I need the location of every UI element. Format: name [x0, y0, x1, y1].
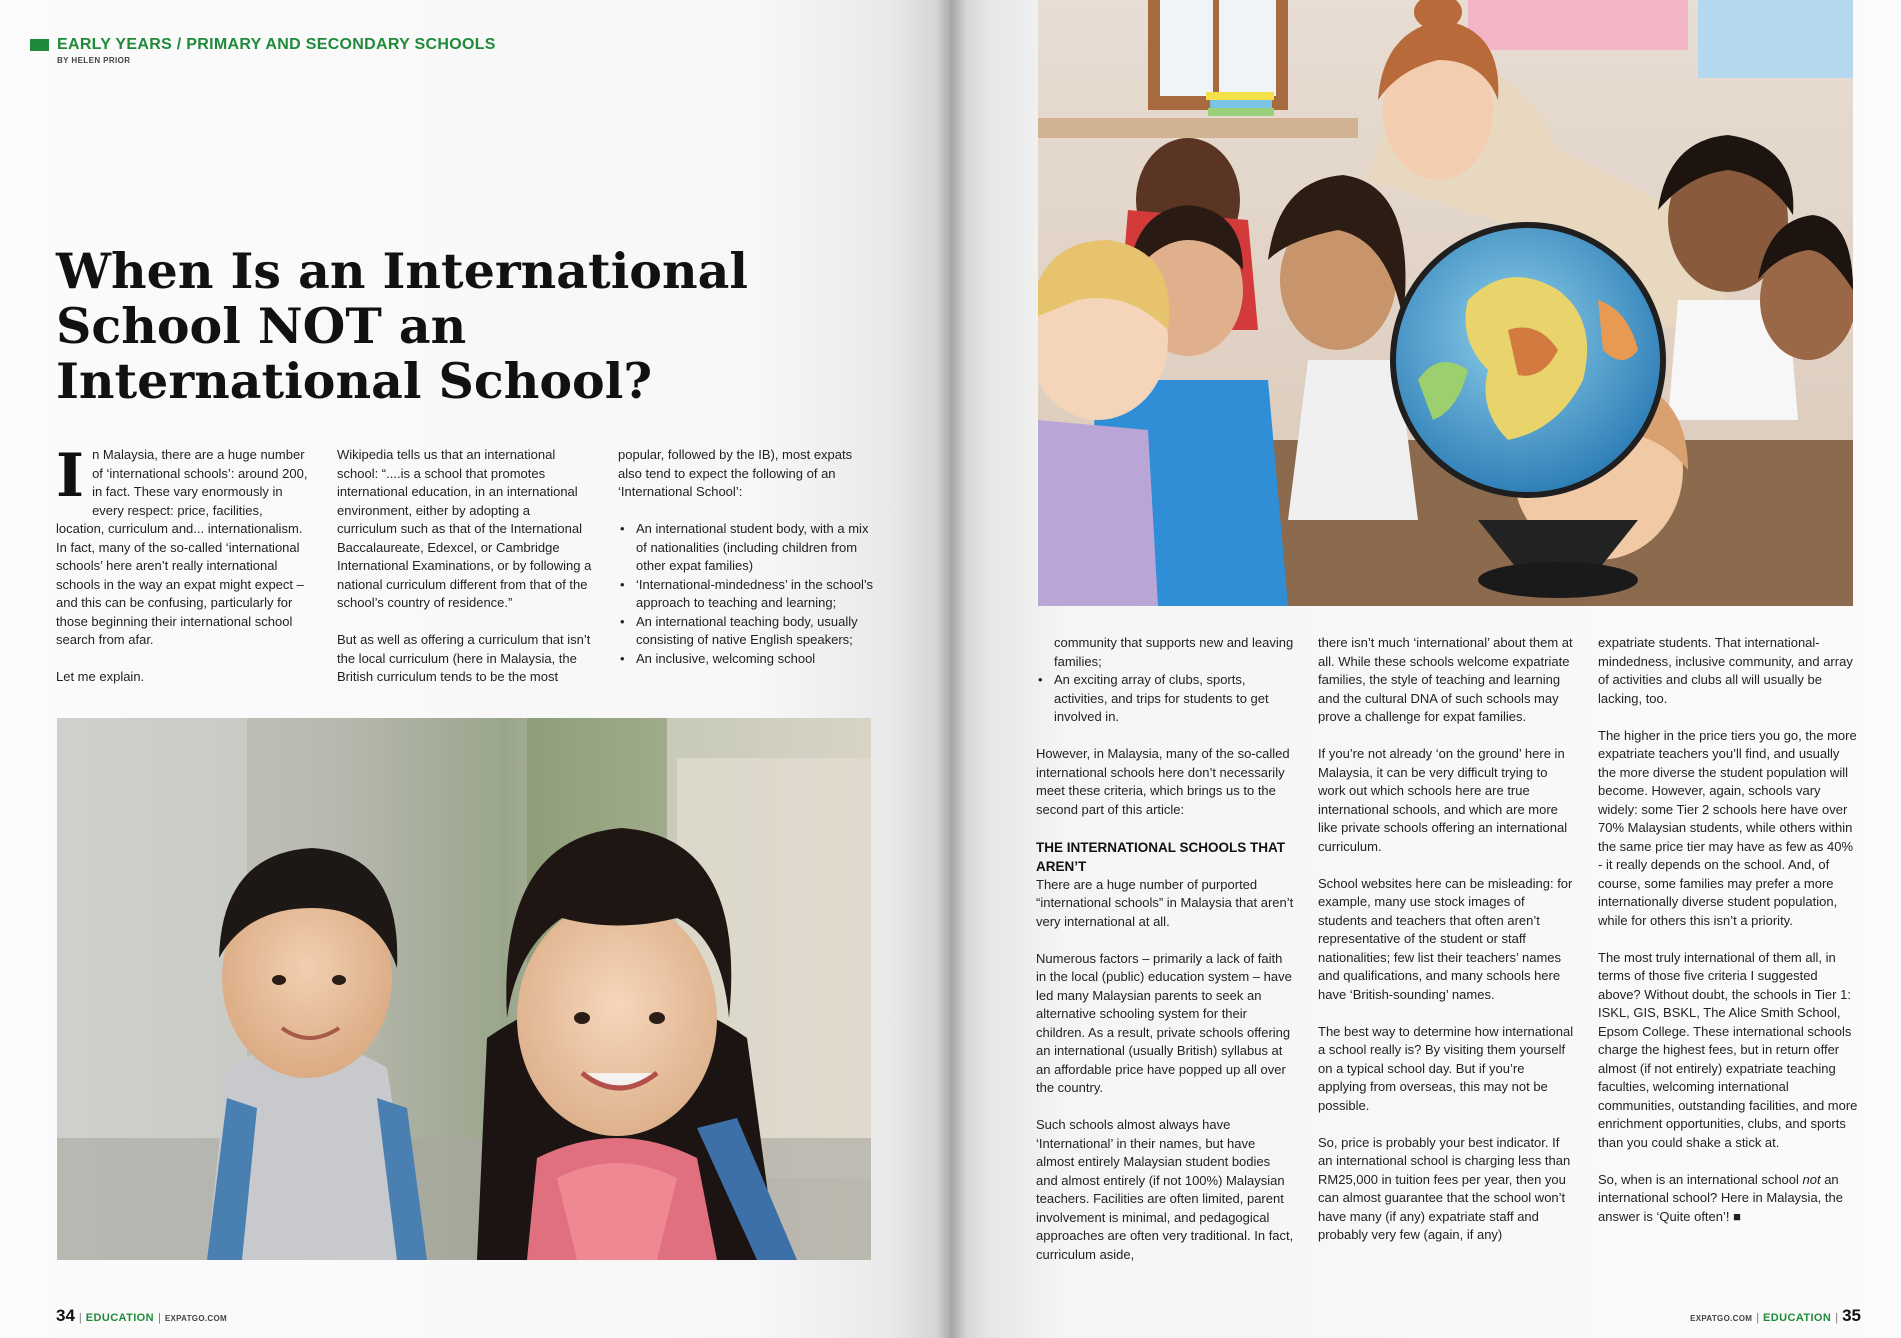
closing-paragraph: So, when is an international school not an international school? Here in Malaysia, the answer is ‘Quite often’! ■: [1598, 1171, 1843, 1224]
list-item: • An international student body, with a mix of nationalities (including children from other expat families): [618, 520, 876, 576]
footer-right: [1690, 1306, 1861, 1326]
list-item: • ‘International-mindedness’ in the school’s approach to teaching and learning;: [618, 576, 876, 613]
footer-section: EDUCATION: [1763, 1312, 1832, 1324]
footer-divider: |: [157, 1312, 161, 1324]
footer-divider: |: [1835, 1312, 1839, 1324]
page-number: 34: [56, 1306, 75, 1325]
paragraph: there isn’t much ‘international’ about them at all. While these schools welcome expatriate families, the style of teaching and learning and the cultural DNA of such schools may prove a challenge for expat families.: [1318, 635, 1573, 724]
article-column-1: [56, 441, 312, 705]
article-column-6: [1598, 634, 1858, 1245]
paragraph: expatriate students. That international-mindedness, inclusive community, and array of activities and clubs all will usually be lacking, too.: [1598, 635, 1853, 706]
footer-site: EXPATGO.COM: [164, 1314, 227, 1323]
article-column-4: [1036, 634, 1294, 1283]
paragraph: The best way to determine how international a school really is? By visiting them yourself on a typical school day. But if you’re applying from overseas, this may not be possible.: [1318, 1023, 1574, 1113]
paragraph: The higher in the price tiers you go, the more expatriate teachers you’ll find, and usually the more diverse the student population will become. However, again, schools vary widely: some Tier 2 schools here have over 70% Malaysian students, while others within the same price tier may have as few as 40% - it really depends on the school. And, of course, some families may prefer a more internationally diverse student population, while for others this isn’t a priority.: [1598, 727, 1857, 928]
paragraph: There are a huge number of purported “international schools” in Malaysia that aren’t very international at all.: [1036, 876, 1294, 929]
list-item: • An international teaching body, usually consisting of native English speakers;: [618, 613, 876, 650]
paragraph: However, in Malaysia, many of the so-called international schools here don’t necessarily meet these criteria, which brings us to the second part of this article:: [1036, 746, 1290, 817]
paragraph: School websites here can be misleading: for example, many use stock images of students and teachers that often aren’t representative of the student or staff nationalities; few list their teachers’ names and qualifications, and many schools here have ‘British-sounding’ names.: [1318, 875, 1573, 1002]
paragraph: The most truly international of them all, in terms of those five criteria I suggested above? Without doubt, the schools in Tier 1: ISKL, GIS, BSKL, The Alice Smith School, Epsom College. These international schools charge the highest fees, but in return offer almost (if not entirely) expatriate teaching faculties, welcoming international communities, outstanding facilities, and more enrichment opportunities, clubs, and sports than you could shake a stick at.: [1598, 949, 1858, 1150]
footer-site: EXPATGO.COM: [1690, 1314, 1753, 1323]
paragraph: n Malaysia, there are a huge number of ‘international schools’: around 200, in fact. These vary enormously in every respect: price, facilities, location, curriculum and... internationalism. In fact, many of the so-called ‘international schools’ here aren’t really international schools in the way an expat might expect – and this can be confusing, particularly for those beginning their international school search from afar.: [56, 447, 308, 647]
paragraph: If you’re not already ‘on the ground’ here in Malaysia, it can be very difficult trying to work out which schools here are true international schools, and which are more like private schools offering an international curriculum.: [1318, 746, 1568, 854]
list-item: • An exciting array of clubs, sports, activities, and trips for students to get involved in.: [1036, 671, 1294, 727]
byline: BY HELEN PRIOR: [57, 56, 131, 65]
section-header: [30, 36, 496, 54]
children-photo: [57, 718, 871, 1260]
list-item: • An inclusive, welcoming school: [618, 650, 876, 669]
right-page: [950, 0, 1901, 1338]
subheading: THE INTERNATIONAL SCHOOLS THAT AREN’T: [1036, 839, 1285, 874]
list-item: community that supports new and leaving families;: [1054, 635, 1294, 669]
criteria-list: [618, 520, 876, 668]
footer-divider: |: [1756, 1312, 1760, 1324]
footer-divider: |: [78, 1312, 82, 1324]
article-column-5: [1318, 634, 1576, 1263]
article-headline: When Is an International School NOT an International School?: [56, 242, 748, 410]
drop-cap: I: [56, 441, 85, 511]
page-number: 35: [1842, 1306, 1861, 1325]
footer-left: [56, 1306, 227, 1326]
section-marker: [30, 39, 49, 51]
paragraph: popular, followed by the IB), most expats also tend to expect the following of an ‘International School’:: [618, 447, 853, 499]
paragraph: But as well as offering a curriculum that isn’t the local curriculum (here in Malaysia, the British curriculum tends to be the most: [337, 632, 591, 684]
paragraph: Wikipedia tells us that an international school: “....is a school that promotes international education, in an international environment, either by adopting a curriculum such as that of the International Baccalaureate, Edexcel, or Cambridge International Examinations, or by following a national curriculum different from that of the school’s country of residence.”: [337, 447, 592, 610]
paragraph: Numerous factors – primarily a lack of faith in the local (public) education system – have led many Malaysian parents to seek an alternative schooling system for their children. As a result, private schools offering an international (usually British) syllabus at an affordable price have popped up all over the country.: [1036, 950, 1292, 1095]
left-page: [0, 0, 950, 1338]
classroom-globe-photo: [1038, 0, 1853, 606]
section-title: EARLY YEARS / PRIMARY AND SECONDARY SCHOOLS: [57, 36, 496, 53]
footer-section: EDUCATION: [85, 1312, 154, 1324]
criteria-list-continued: [1036, 634, 1294, 727]
article-column-2: [337, 446, 593, 705]
paragraph: Such schools almost always have ‘International’ in their names, but have almost entirely Malaysian student bodies and almost entirely (if not 100%) Malaysian teachers. Facilities are often limited, parent involvement is minimal, and pedagogical approaches are often very traditional. In fact, curriculum aside,: [1036, 1117, 1294, 1262]
paragraph: Let me explain.: [56, 669, 145, 684]
article-column-3: [618, 446, 876, 687]
paragraph: So, price is probably your best indicator. If an international school is charging less than RM25,000 in tuition fees per year, then you can almost guarantee that the school won’t have many (if any) expatriate staff and probably very few (again, if any): [1318, 1134, 1571, 1242]
